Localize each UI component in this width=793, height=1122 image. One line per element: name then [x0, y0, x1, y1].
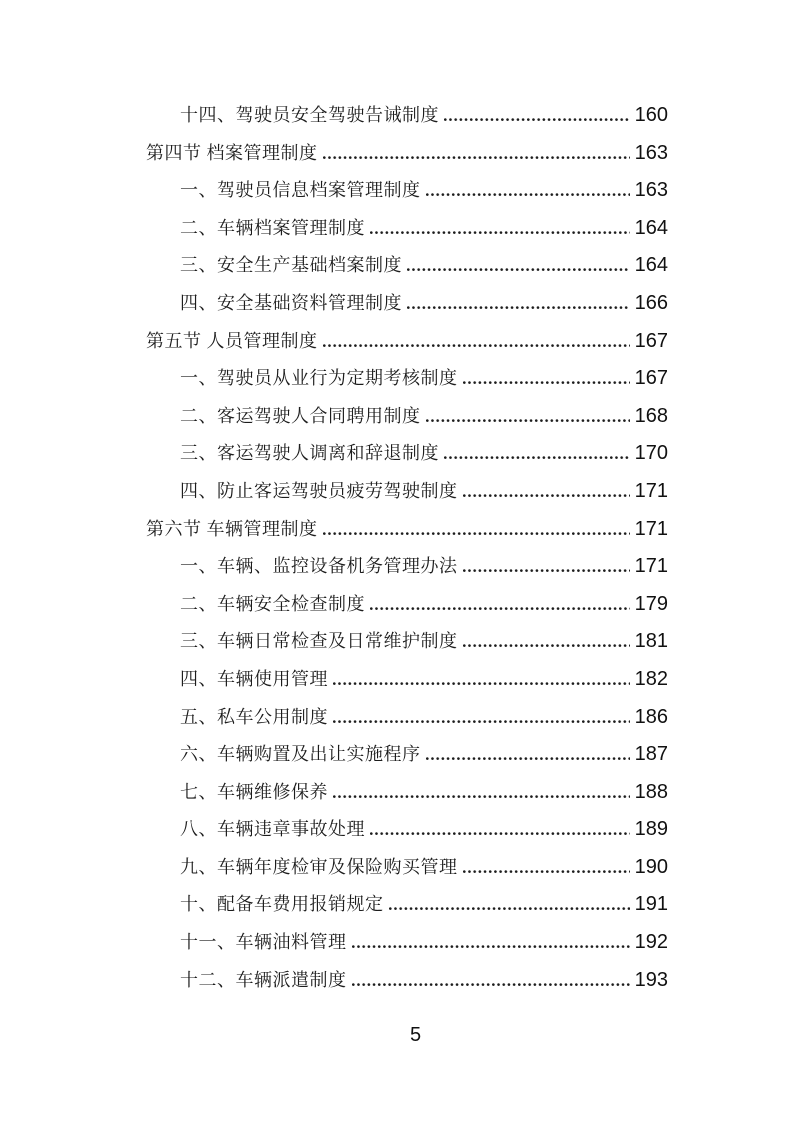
toc-entry[interactable]: [146, 928, 668, 966]
dot-leader: [333, 682, 630, 685]
toc-entry-title: 一、驾驶员从业行为定期考核制度: [180, 368, 458, 389]
toc-entry-title: 第六节 车辆管理制度: [146, 518, 318, 539]
toc-entry-page-number: 164: [634, 254, 668, 277]
toc-entry[interactable]: [146, 101, 668, 139]
toc-entry-title: 十四、驾驶员安全驾驶告诫制度: [180, 105, 439, 125]
dot-leader: [352, 945, 630, 948]
dot-leader: [323, 532, 630, 535]
toc-entry[interactable]: [146, 853, 668, 891]
toc-entry-title: 第五节 人员管理制度: [146, 330, 318, 351]
toc-entry-page-number: 181: [634, 630, 668, 653]
dot-leader: [389, 907, 630, 910]
toc-entry[interactable]: [146, 778, 668, 816]
toc-entry[interactable]: [146, 251, 668, 289]
toc-entry-page-number: 166: [634, 291, 668, 314]
toc-entry-page-number: 170: [634, 442, 668, 465]
toc-entry-page-number: 190: [634, 855, 668, 878]
toc-entry-page-number: 191: [634, 893, 668, 916]
toc-entry[interactable]: [146, 665, 668, 703]
dot-leader: [463, 381, 630, 384]
toc-entry[interactable]: [146, 703, 668, 741]
dot-leader: [370, 832, 630, 835]
dot-leader: [463, 494, 630, 497]
toc-entry[interactable]: [146, 176, 668, 214]
toc-entry-page-number: 163: [634, 179, 668, 202]
toc-entry-page-number: 188: [634, 780, 668, 803]
toc-entry-page-number: 182: [634, 667, 668, 690]
toc-entry-page-number: 193: [634, 968, 668, 991]
dot-leader: [407, 306, 630, 309]
dot-leader: [323, 344, 630, 347]
toc-entry-title: 第四节 档案管理制度: [146, 142, 318, 163]
toc-entry[interactable]: [146, 890, 668, 928]
toc-entry-page-number: 192: [634, 931, 668, 954]
table-of-contents: [146, 101, 668, 1003]
page-footer: [0, 1024, 793, 1047]
toc-entry[interactable]: [146, 289, 668, 327]
dot-leader: [444, 118, 630, 121]
toc-entry-page-number: 160: [634, 104, 668, 126]
toc-entry[interactable]: [146, 966, 668, 1004]
toc-entry-title: 十、配备车费用报销规定: [180, 894, 384, 915]
toc-entry-page-number: 186: [634, 705, 668, 728]
toc-entry-page-number: 164: [634, 216, 668, 239]
toc-entry-title: 八、车辆违章事故处理: [180, 819, 365, 840]
dot-leader: [444, 456, 630, 459]
dot-leader: [370, 607, 630, 610]
toc-entry-page-number: 171: [634, 517, 668, 540]
toc-entry-page-number: 167: [634, 367, 668, 390]
toc-entry[interactable]: [146, 327, 668, 365]
dot-leader: [333, 720, 630, 723]
toc-entry-title: 三、安全生产基础档案制度: [180, 255, 402, 276]
dot-leader: [426, 193, 630, 196]
toc-entry[interactable]: [146, 402, 668, 440]
toc-entry-title: 六、车辆购置及出让实施程序: [180, 744, 421, 765]
toc-entry-page-number: 189: [634, 818, 668, 841]
toc-entry-title: 十一、车辆油料管理: [180, 932, 347, 953]
toc-entry-title: 四、安全基础资料管理制度: [180, 292, 402, 313]
dot-leader: [370, 231, 630, 234]
toc-entry-title: 一、车辆、监控设备机务管理办法: [180, 556, 458, 577]
toc-entry-page-number: 171: [634, 479, 668, 502]
dot-leader: [352, 983, 630, 986]
dot-leader: [426, 757, 630, 760]
toc-entry-title: 三、车辆日常检查及日常维护制度: [180, 631, 458, 652]
dot-leader: [323, 156, 630, 159]
toc-entry[interactable]: [146, 477, 668, 515]
toc-entry[interactable]: [146, 439, 668, 477]
toc-entry-title: 十二、车辆派遣制度: [180, 969, 347, 990]
dot-leader: [426, 419, 630, 422]
toc-entry-page-number: 163: [634, 141, 668, 164]
toc-entry[interactable]: [146, 214, 668, 252]
toc-entry[interactable]: [146, 364, 668, 402]
dot-leader: [463, 569, 630, 572]
toc-entry-page-number: 179: [634, 592, 668, 615]
toc-entry[interactable]: [146, 590, 668, 628]
toc-entry-page-number: 168: [634, 404, 668, 427]
toc-entry-title: 九、车辆年度检审及保险购买管理: [180, 856, 458, 877]
toc-entry-title: 一、驾驶员信息档案管理制度: [180, 180, 421, 201]
toc-entry-page-number: 167: [634, 329, 668, 352]
toc-entry[interactable]: [146, 740, 668, 778]
toc-entry-title: 二、客运驾驶人合同聘用制度: [180, 405, 421, 426]
toc-entry[interactable]: [146, 815, 668, 853]
dot-leader: [463, 870, 630, 873]
toc-entry-title: 二、车辆安全检查制度: [180, 593, 365, 614]
toc-entry-title: 四、车辆使用管理: [180, 668, 328, 689]
toc-entry[interactable]: [146, 552, 668, 590]
dot-leader: [407, 268, 630, 271]
toc-entry-title: 五、私车公用制度: [180, 706, 328, 727]
footer-page-number: 5: [409, 1024, 422, 1046]
toc-entry-title: 二、车辆档案管理制度: [180, 217, 365, 238]
toc-entry[interactable]: [146, 139, 668, 177]
toc-entry-page-number: 171: [634, 555, 668, 578]
dot-leader: [463, 644, 630, 647]
toc-entry-page-number: 187: [634, 743, 668, 766]
toc-entry-title: 七、车辆维修保养: [180, 781, 328, 802]
toc-entry[interactable]: [146, 515, 668, 553]
dot-leader: [333, 795, 630, 798]
toc-entry-title: 三、客运驾驶人调离和辞退制度: [180, 443, 439, 464]
toc-entry[interactable]: [146, 627, 668, 665]
toc-entry-title: 四、防止客运驾驶员疲劳驾驶制度: [180, 480, 458, 501]
